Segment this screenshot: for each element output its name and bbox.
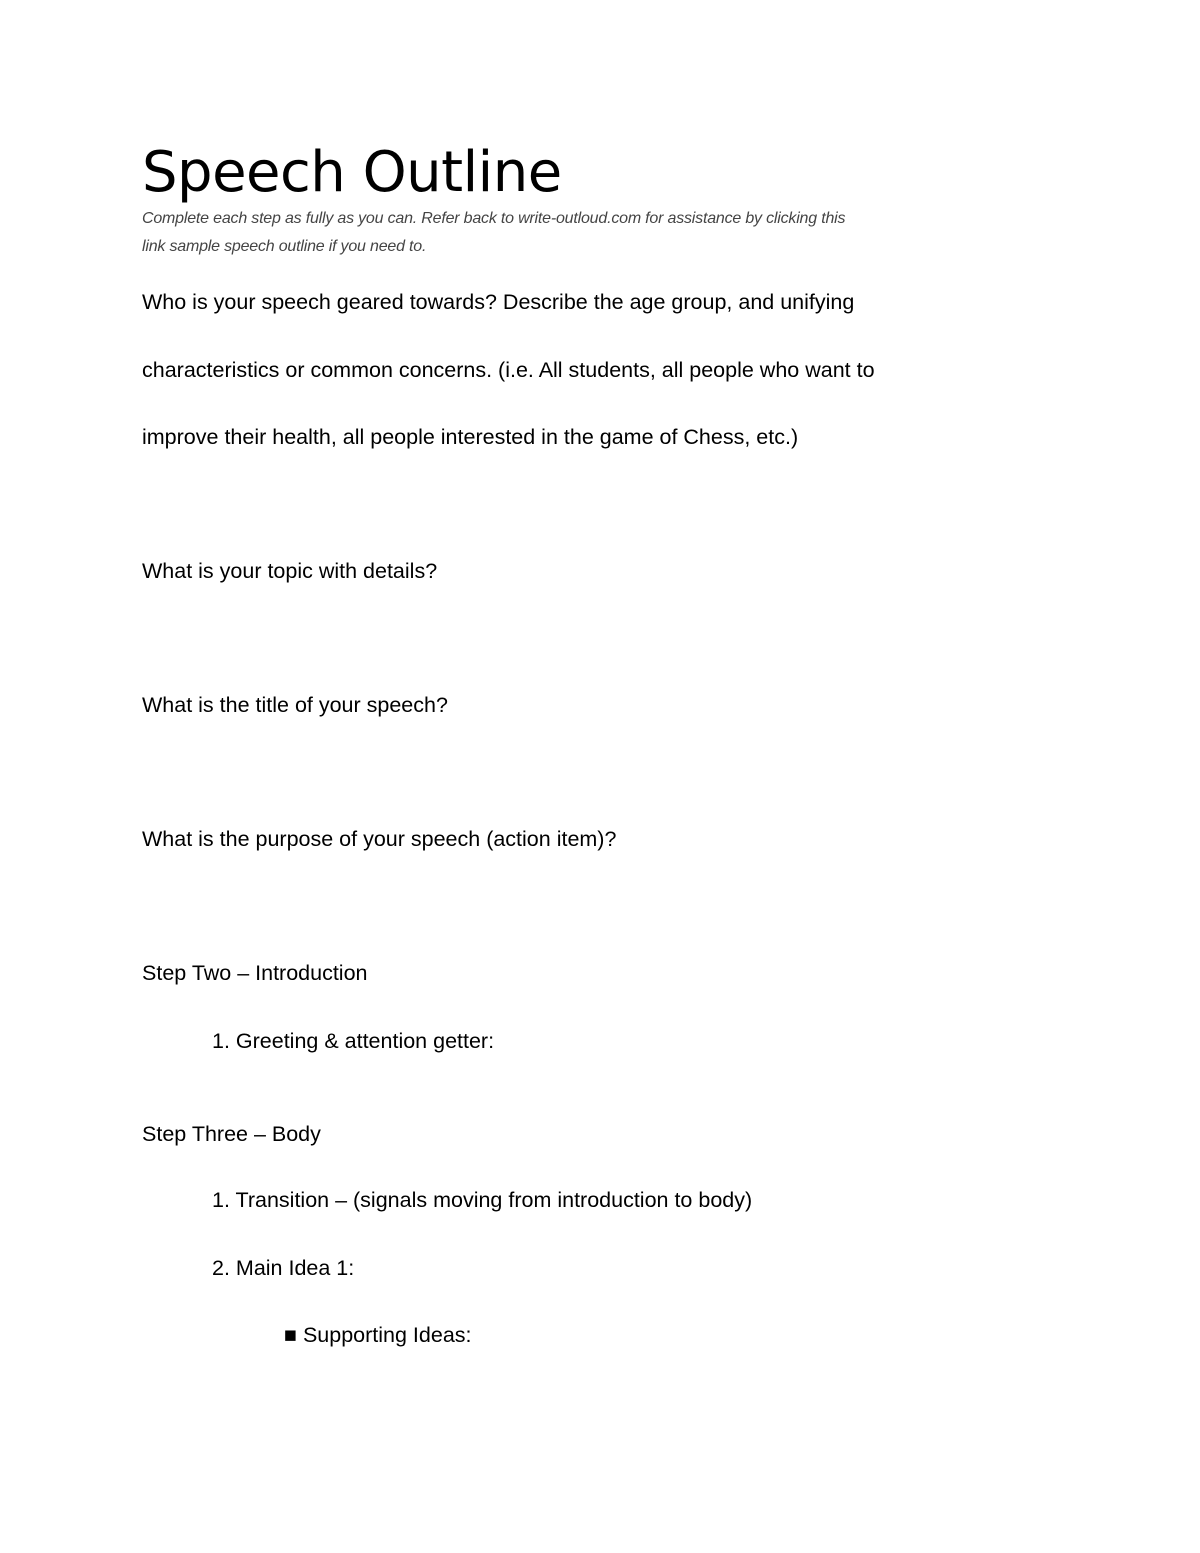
step-three-item-2: 2. Main Idea 1: — [212, 1256, 355, 1280]
step-two-item-1: 1. Greeting & attention getter: — [212, 1029, 495, 1053]
instructions-line-1: Complete each step as fully as you can. Refer back to write-outloud.com for assistance by clicking this — [142, 210, 846, 227]
audience-question-line-3: improve their health, all people interested in the game of Chess, etc.) — [142, 425, 799, 449]
audience-question-line-2: characteristics or common concerns. (i.e. All students, all people who want to — [142, 358, 875, 382]
supporting-ideas-bullet: ■ Supporting Ideas: — [284, 1323, 472, 1347]
step-two-heading: Step Two – Introduction — [142, 961, 368, 985]
title-question: What is the title of your speech? — [142, 693, 448, 717]
step-three-item-1: 1. Transition – (signals moving from introduction to body) — [212, 1188, 753, 1212]
topic-question: What is your topic with details? — [142, 559, 438, 583]
step-three-heading: Step Three – Body — [142, 1122, 321, 1146]
instructions-line-2: link sample speech outline if you need to. — [142, 238, 427, 255]
audience-question-line-1: Who is your speech geared towards? Describe the age group, and unifying — [142, 290, 855, 314]
page-title: Speech Outline — [142, 140, 562, 205]
purpose-question: What is the purpose of your speech (action item)? — [142, 827, 617, 851]
